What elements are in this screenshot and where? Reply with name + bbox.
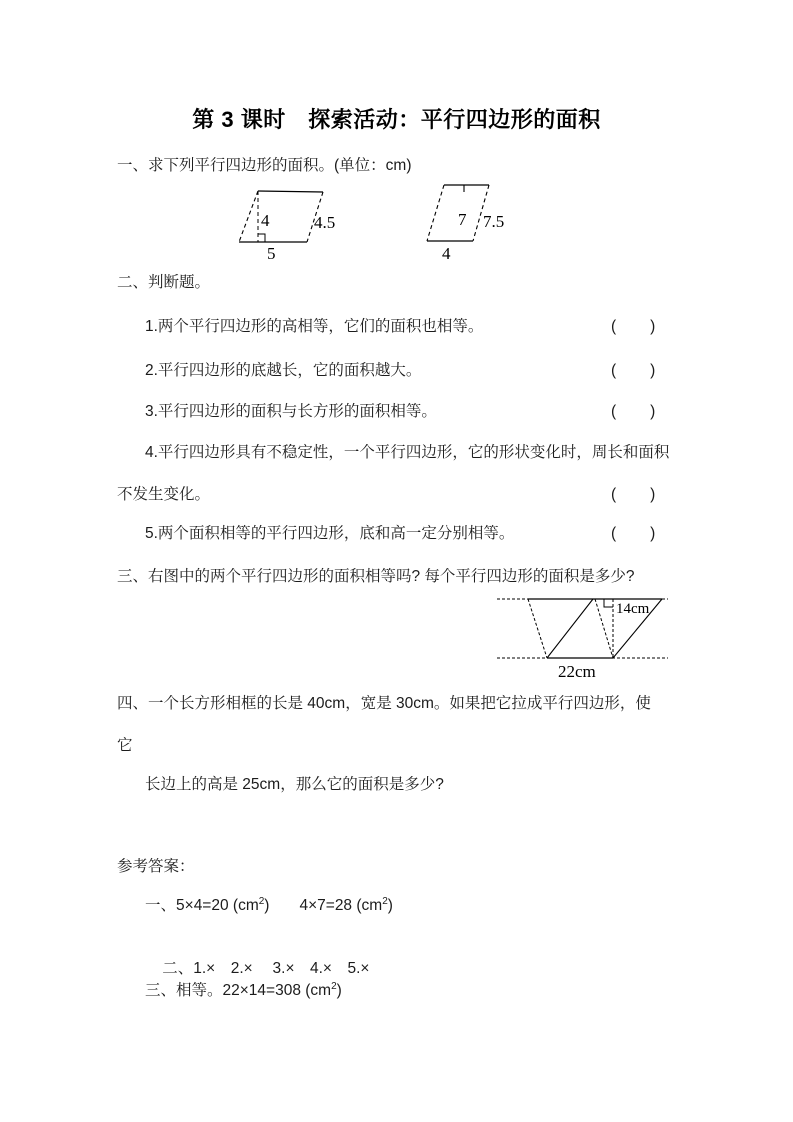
fig1-left-edge — [239, 191, 258, 242]
answer-1-eq1-close: ) — [264, 897, 270, 914]
page-title: 第 3 课时 探索活动：平行四边形的面积 — [192, 107, 601, 132]
parallelogram-figure-right — [420, 180, 522, 265]
judgment-item-3 — [117, 402, 677, 422]
answer-line-1 — [145, 896, 393, 915]
judgment-item-1-text: 1.两个平行四边形的高相等，它们的面积也相等。 — [145, 318, 484, 335]
answer-key-heading: 参考答案： — [117, 858, 195, 875]
two-parallelograms-figure — [492, 592, 684, 684]
answer-1-eq2-sup: 2 — [382, 895, 388, 907]
answer-1-eq1-sup: 2 — [258, 895, 265, 907]
answer-2-text: 1.× 2.× 3.× 4.× 5.× — [193, 960, 370, 977]
fig2-left-edge — [427, 185, 444, 241]
judgment-item-2 — [117, 361, 677, 381]
fig3-p2-left-side — [547, 599, 593, 658]
parallelogram-figure-left — [228, 182, 350, 264]
fig1-side-label: 4.5 — [314, 213, 336, 232]
judgment-item-4-text-line2: 不发生变化。 — [117, 486, 211, 503]
fig3-p1-left-side — [528, 599, 547, 658]
fig3-height-label: 14cm — [616, 601, 650, 617]
judgment-item-1-answer-blank: ( ) — [611, 318, 657, 335]
fig2-height-label: 7 — [458, 210, 467, 229]
answer-1-eq1: 5×4=20 (cm — [176, 897, 259, 914]
answer-3-sup: 2 — [331, 980, 337, 992]
fig3-base-label: 22cm — [558, 662, 596, 681]
fig1-base-label: 5 — [267, 244, 276, 263]
answer-1-prefix: 一、 — [145, 897, 177, 914]
answer-3-close: ) — [336, 982, 342, 999]
answer-line-3 — [145, 981, 342, 1000]
judgment-item-3-answer-blank: ( ) — [611, 403, 657, 420]
section-one-heading: 一、求下列平行四边形的面积。(单位：cm) — [117, 157, 412, 174]
fig1-top-edge — [258, 191, 323, 192]
section-four-line1: 四、一个长方形相框的长是 40cm，宽是 30cm。如果把它拉成平行四边形，使 — [117, 695, 651, 712]
judgment-item-4-answer-blank: ( ) — [611, 486, 657, 503]
answer-1-eq2-close: ) — [387, 897, 393, 914]
judgment-item-5-text: 5.两个面积相等的平行四边形，底和高一定分别相等。 — [145, 525, 515, 542]
section-four-line3: 长边上的高是 25cm，那么它的面积是多少? — [145, 776, 444, 793]
judgment-item-4-line2 — [117, 485, 677, 505]
judgment-item-3-text: 3.平行四边形的面积与长方形的面积相等。 — [145, 403, 437, 420]
answer-3-prefix: 三、 — [145, 982, 177, 999]
judgment-item-4-line1 — [117, 443, 677, 463]
fig3-p1-right-side — [595, 599, 613, 658]
judgment-item-2-answer-blank: ( ) — [611, 362, 657, 379]
fig2-base-label: 4 — [442, 244, 451, 263]
judgment-item-2-text: 2.平行四边形的底越长，它的面积越大。 — [145, 362, 422, 379]
fig2-side-label: 7.5 — [483, 212, 505, 231]
answer-1-eq2: 4×7=28 (cm — [299, 897, 383, 914]
fig1-height-label: 4 — [261, 211, 270, 230]
answer-2-prefix: 二、 — [162, 960, 194, 977]
judgment-item-1 — [117, 317, 677, 337]
answer-3-text: 相等。22×14=308 (cm — [176, 982, 332, 999]
fig3-right-angle-icon — [604, 599, 613, 607]
section-four-line2: 它 — [117, 737, 133, 754]
judgment-item-4-text-line1: 4.平行四边形具有不稳定性，一个平行四边形，它的形状变化时，周长和面积 — [145, 444, 670, 461]
section-three-heading: 三、右图中的两个平行四边形的面积相等吗? 每个平行四边形的面积是多少? — [117, 568, 635, 585]
judgment-item-5 — [117, 524, 677, 544]
judgment-item-5-answer-blank: ( ) — [611, 525, 657, 542]
fig1-right-angle-icon — [258, 234, 265, 242]
section-two-heading: 二、判断题。 — [117, 274, 211, 291]
